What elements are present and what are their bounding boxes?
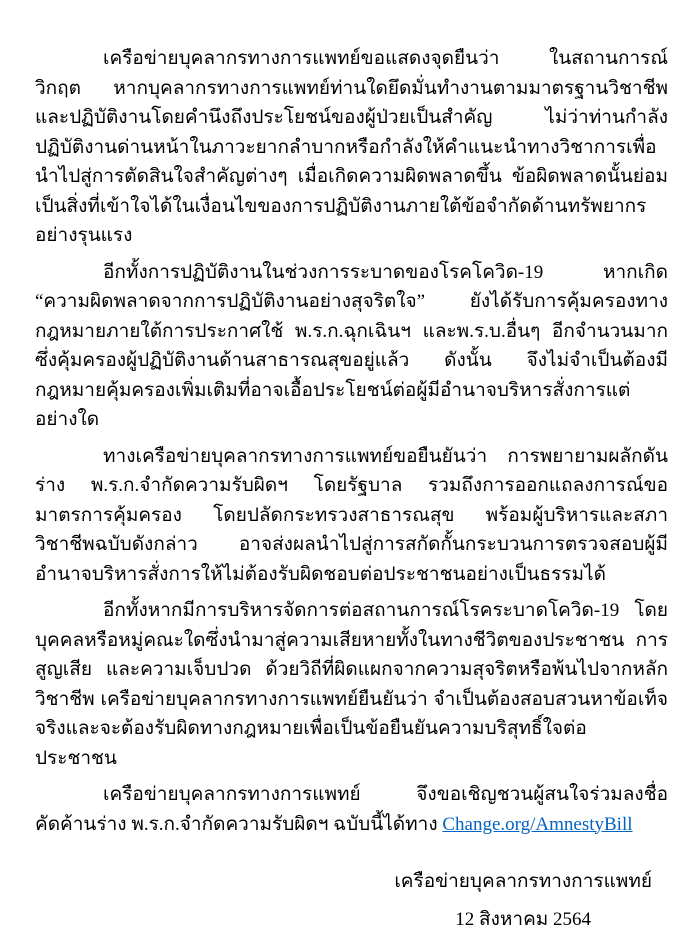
statement-paragraph-1: เครือข่ายบุคลากรทางการแพทย์ขอแสดงจุดยืนว่า ในสถานการณ์วิกฤต หากบุคลากรทางการแพทย์ท่านใดยึดมั่นทำงานตามมาตรฐานวิชาชีพและปฏิบัติงานโดยคำนึงถึงประโยชน์ของผู้ป่วยเป็นสำคัญ ไม่ว่าท่านกำลังปฏิบัติงานด่านหน้าในภาวะยากลำบากหรือกำลังให้คำแนะนำทางวิชาการเพื่อนำไปสู่การตัดสินใจสำคัญต่างๆ เมื่อเกิดความผิดพลาดขึ้น ข้อผิดพลาดนั้นย่อมเป็นสิ่งที่เข้าใจได้ในเงื่อนไขของการปฏิบัติงานภายใต้ข้อจำกัดด้านทรัพยากรอย่างรุนแรง bbox=[35, 44, 668, 251]
change-org-petition-link[interactable]: Change.org/AmnestyBill bbox=[442, 814, 632, 835]
statement-body bbox=[35, 44, 668, 839]
statement-paragraph-3: ทางเครือข่ายบุคลากรทางการแพทย์ขอยืนยันว่า การพยายามผลักดันร่าง พ.ร.ก.จำกัดความรับผิดฯ โดยรัฐบาล รวมถึงการออกแถลงการณ์ขอมาตรการคุ้มครอง โดยปลัดกระทรวงสาธารณสุข พร้อมผู้บริหารและสภาวิชาชีพฉบับดังกล่าว อาจส่งผลนำไปสู่การสกัดกั้นกระบวนการตรวจสอบผู้มีอำนาจบริหารสั่งการให้ไม่ต้องรับผิดชอบต่อประชาชนอย่างเป็นธรรมได้ bbox=[35, 442, 668, 590]
signature-organization-name: เครือข่ายบุคลากรทางการแพทย์ bbox=[390, 867, 656, 897]
signature-block bbox=[35, 867, 668, 934]
invite-text: เครือข่ายบุคลากรทางการแพทย์ จึงขอเชิญชวนผู้สนใจร่วมลงชื่อคัดค้านร่าง พ.ร.ก.จำกัดความรับผิดฯ ฉบับนี้ได้ทาง bbox=[35, 784, 668, 835]
statement-paragraph-2: อีกทั้งการปฏิบัติงานในช่วงการระบาดของโรคโควิด-19 หากเกิด “ความผิดพลาดจากการปฏิบัติงานอย่างสุจริตใจ” ยังได้รับการคุ้มครองทางกฎหมายภายใต้การประกาศใช้ พ.ร.ก.ฉุกเฉินฯ และพ.ร.บ.อื่นๆ อีกจำนวนมาก ซึ่งคุ้มครองผู้ปฏิบัติงานด้านสาธารณสุขอยู่แล้ว ดังนั้น จึงไม่จำเป็นต้องมีกฎหมายคุ้มครองเพิ่มเติมที่อาจเอื้อประโยชน์ต่อผู้มีอำนาจบริหารสั่งการแต่อย่างใด bbox=[35, 258, 668, 435]
signature-date: 12 สิงหาคม 2564 bbox=[390, 905, 656, 934]
statement-paragraph-4: อีกทั้งหากมีการบริหารจัดการต่อสถานการณ์โรคระบาดโควิด-19 โดยบุคคลหรือหมู่คณะใดซึ่งนำมาสู่ความเสียหายทั้งในทางชีวิตของประชาชน การสูญเสีย และความเจ็บปวด ด้วยวิถีที่ผิดแผกจากความสุจริตหรือพ้นไปจากหลักวิชาชีพ เครือข่ายบุคลากรทางการแพทย์ยืนยันว่า จำเป็นต้องสอบสวนหาข้อเท็จจริงและจะต้องรับผิดทางกฎหมายเพื่อเป็นข้อยืนยันความบริสุทธิ์ใจต่อประชาชน bbox=[35, 596, 668, 773]
statement-paragraph-invite bbox=[35, 780, 668, 839]
